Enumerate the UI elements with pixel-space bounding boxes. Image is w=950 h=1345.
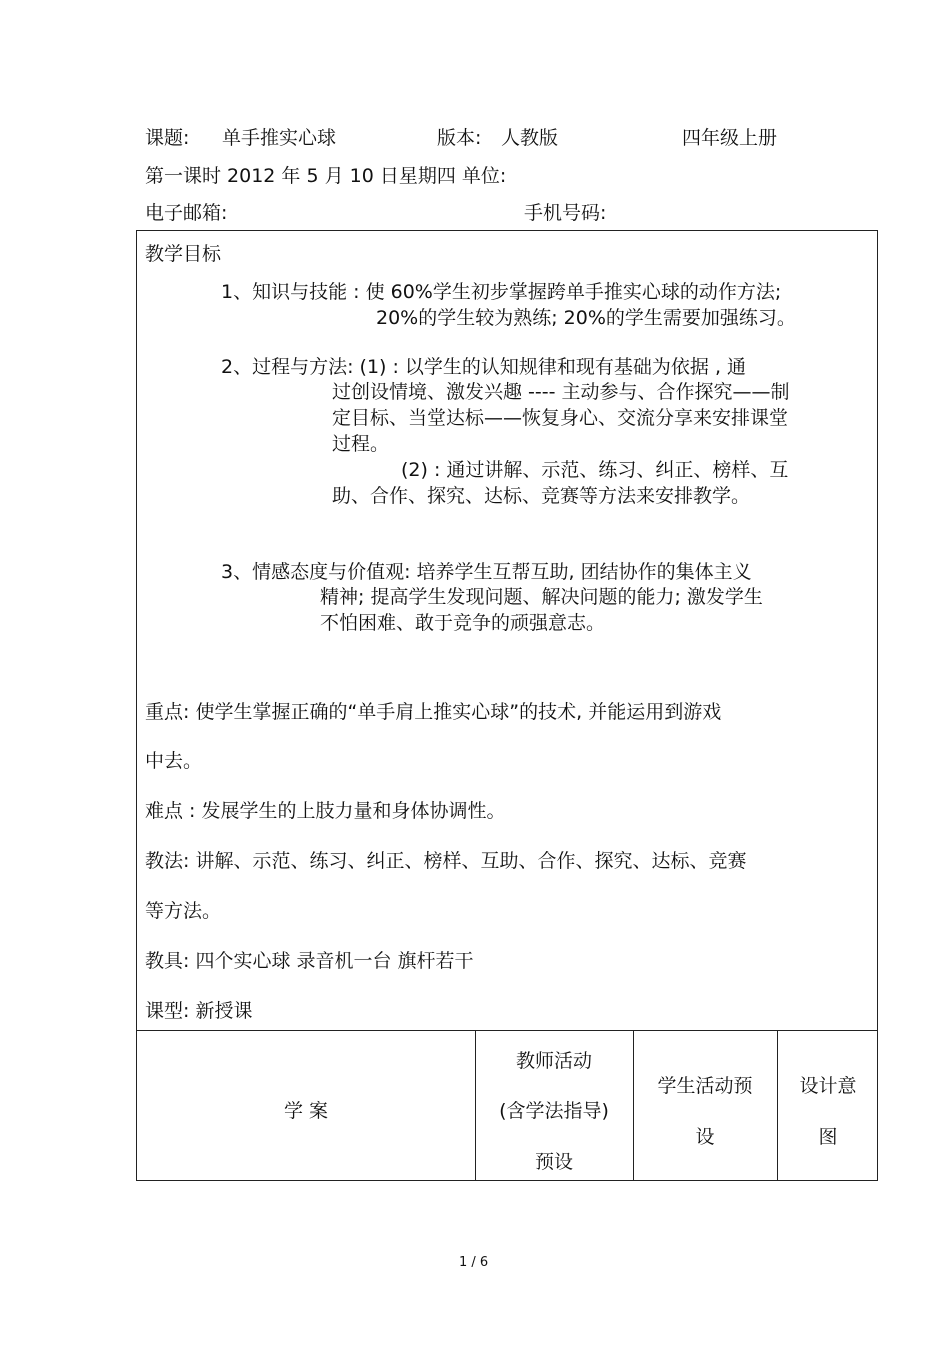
table-divider [777,1031,778,1180]
objective-3-line-3: 不怕困难、敢于竞争的顽强意志。 [320,612,606,634]
objective-2-line-6: 助、合作、探究、达标、竞赛等方法来安排教学。 [332,485,751,507]
objective-2-line-1: 2、过程与方法: (1) : 以学生的认知规律和现有基础为依据 , 通 [221,356,747,378]
key-point-line-1: 重点: 使学生掌握正确的“单手肩上推实心球”的技术, 并能运用到游戏 [145,701,722,723]
key-point-line-2: 中去。 [145,750,203,772]
objective-2-line-3: 定目标、当堂达标——恢复身心、交流分享来安排课堂 [332,407,789,429]
topic-value: 单手推实心球 [222,127,337,149]
difficulty: 难点 : 发展学生的上肢力量和身体协调性。 [145,800,506,822]
objective-2-line-5: (2) : 通过讲解、示范、练习、纠正、榜样、互 [401,459,789,481]
phone-label: 手机号码: [524,202,607,224]
lesson-plan-table [136,1031,878,1181]
page-number: 1 / 6 [459,1255,489,1270]
lesson-type: 课型: 新授课 [145,1000,253,1022]
objective-1-line-2: 20%的学生较为熟练; 20%的学生需要加强练习。 [376,307,796,329]
grade: 四年级上册 [682,127,778,149]
objectives-title: 教学目标 [145,243,222,265]
column-header-teacher-line-1: 教师活动 [515,1050,592,1072]
column-header-student-line-1: 学生活动预 [657,1075,753,1097]
objective-3-line-2: 精神; 提高学生发现问题、解决问题的能力; 激发学生 [320,586,763,608]
column-header-teacher-line-2: (含学法指导) [499,1100,609,1122]
column-header-teacher-line-3: 预设 [534,1151,573,1173]
objective-2-line-4: 过程。 [332,433,390,455]
method-line-2: 等方法。 [145,900,222,922]
email-label: 电子邮箱: [145,202,228,224]
objective-3-line-1: 3、情感态度与价值观: 培养学生互帮互助, 团结协作的集体主义 [221,561,752,583]
column-header-plan: 学 案 [283,1100,329,1122]
column-header-design-line-1: 设计意 [799,1075,857,1097]
objective-1-line-1: 1、知识与技能 : 使 60%学生初步掌握跨单手推实心球的动作方法; [221,281,782,303]
method-line-1: 教法: 讲解、示范、练习、纠正、榜样、互助、合作、探究、达标、竞赛 [145,850,747,872]
version-value: 人教版 [501,127,559,149]
table-divider [633,1031,634,1180]
teaching-tools: 教具: 四个实心球 录音机一台 旗杆若干 [145,950,474,972]
version-label: 版本: [437,127,482,149]
column-header-student-line-2: 设 [695,1126,715,1148]
lesson-line: 第一课时 2012 年 5 月 10 日星期四 单位: [145,165,507,187]
objective-2-line-2: 过创设情境、激发兴趣 ---- 主动参与、合作探究——制 [332,381,790,403]
topic-label: 课题: [145,127,190,149]
column-header-design-line-2: 图 [818,1126,838,1148]
